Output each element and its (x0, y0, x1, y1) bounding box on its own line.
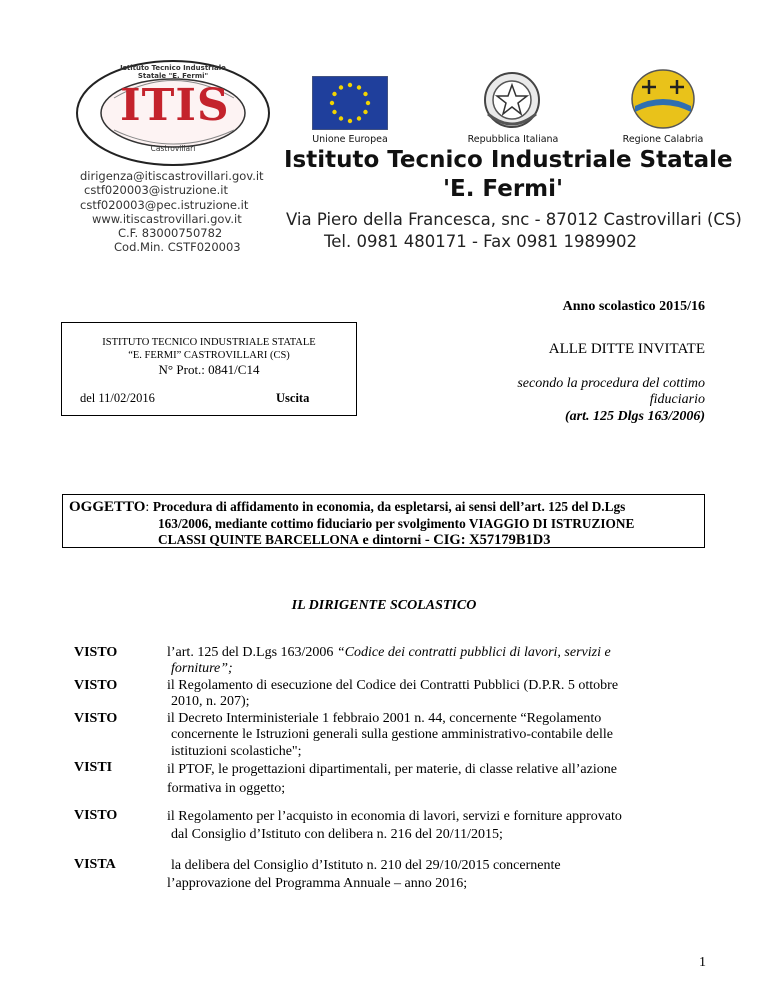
oggetto-line1: Procedura di affidamento in economia, da espletarsi, ai sensi dell’art. 125 del D.Lgs (152, 499, 626, 514)
visto-label-5: VISTO (74, 808, 118, 823)
oggetto-cig: : X57179B1D3 (460, 532, 551, 548)
contact-list (80, 169, 264, 255)
logo-ring-bottom: Castrovillari (150, 144, 196, 153)
oggetto-line2: 163/2006, mediante cottimo fiduciario per svolgimento VIAGGIO DI ISTRUZIONE (158, 516, 635, 531)
contact-cf: C.F. 83000750782 (118, 226, 223, 241)
oggetto-box: OGGETTO: Procedura di affidamento in economia, da espletarsi, ai sensi dell’art. 125 del D.Lgs 163/2006, mediante cottimo fiduciario per svolgimento VIAGGIO DI ISTRUZIONE CLASSI QUINTE BARCELLONA e dintorni - CIG: X57179B1D3 (62, 494, 705, 548)
contact-website: www.itiscastrovillari.gov.it (92, 211, 242, 226)
logo-main-text: ITIS (120, 80, 230, 131)
visto-1-line2: forniture”; (171, 661, 233, 677)
protocol-number: N° Prot.: 0841/C14 (158, 362, 260, 377)
visto-4-line2: formativa in oggetto; (167, 781, 286, 796)
recipients-procedure-2: fiduciario (649, 392, 705, 407)
visto-label-1: VISTO (74, 645, 118, 660)
contact-email-istruzione: cstf020003@istruzione.it (84, 183, 228, 198)
logo-ring-text: Istituto Tecnico Industriale Statale "E. Fermi" (120, 64, 226, 80)
oggetto-line3-dintorni: e dintorni (358, 533, 422, 548)
calabria-emblem (630, 68, 696, 135)
visto-text-2 (167, 678, 705, 711)
visto-6-line2: l’approvazione del Programma Annuale – anno 2016; (167, 876, 468, 891)
italy-label: Repubblica Italiana (467, 134, 559, 145)
visto-2-line2: 2010, n. 207); (171, 694, 250, 710)
visto-label-6: VISTA (74, 857, 116, 872)
italy-emblem (482, 70, 542, 137)
visto-text-6 (167, 857, 705, 893)
calabria-crest-icon (630, 68, 696, 130)
institute-name: Istituto Tecnico Industriale Statale (284, 147, 733, 173)
eu-emblem (312, 76, 388, 135)
visto-text-5 (167, 808, 705, 844)
contact-pec: cstf020003@pec.istruzione.it (80, 197, 249, 212)
protocol-institute: ISTITUTO TECNICO INDUSTRIALE STATALE (102, 337, 316, 348)
visto-3-line3: istituzioni scolastiche"; (171, 743, 302, 759)
protocol-stamp (61, 322, 357, 416)
visto-1-line1: l’art. 125 del D.Lgs 163/2006 “Codice dei contratti pubblici di lavori, servizi e (167, 645, 611, 660)
itis-logo (74, 58, 272, 168)
recipients-title: ALLE DITTE INVITATE (548, 341, 705, 357)
visto-label-4: VISTI (74, 760, 113, 775)
visto-3-line1: il Decreto Interministeriale 1 febbraio 2001 n. 44, concernente “Regolamento (167, 711, 602, 726)
eu-label: Unione Europea (312, 134, 388, 145)
protocol-direction: Uscita (276, 391, 310, 405)
recipients-law: (art. 125 Dlgs 163/2006) (565, 409, 705, 424)
visto-3-line2: concernente le Istruzioni generali sulla gestione amministrativo-contabile delle (171, 727, 614, 743)
heading-dirigente: IL DIRIGENTE SCOLASTICO (291, 598, 477, 613)
oggetto-line3: CLASSI QUINTE BARCELLONA (158, 532, 359, 547)
calabria-label: Regione Calabria (622, 134, 704, 145)
italian-emblem-icon (482, 70, 542, 132)
oggetto-label: OGGETTO (69, 499, 146, 515)
visto-5-line1: il Regolamento per l’acquisto in economia di lavori, servizi e forniture approvato (167, 809, 622, 824)
visto-text-3 (167, 711, 705, 760)
institute-address: Via Piero della Francesca, snc - 87012 Castrovillari (CS) (286, 210, 742, 229)
contact-email-dirigenza: dirigenza@itiscastrovillari.gov.it (80, 169, 264, 183)
institute-phone: Tel. 0981 480171 - Fax 0981 1989902 (324, 232, 637, 251)
visto-text-1 (167, 645, 705, 678)
visto-label-2: VISTO (74, 678, 118, 693)
visto-2-line1: il Regolamento di esecuzione del Codice dei Contratti Pubblici (D.P.R. 5 ottobre (167, 678, 619, 693)
institute-name-fermi: 'E. Fermi' (442, 176, 564, 202)
protocol-date: del 11/02/2016 (80, 391, 155, 405)
visto-text-4 (167, 760, 705, 798)
eu-flag-icon (312, 76, 388, 130)
visto-5-line2: dal Consiglio d’Istituto con delibera n. 216 del 20/11/2015; (171, 827, 503, 842)
school-year: Anno scolastico 2015/16 (562, 299, 705, 314)
visto-label-3: VISTO (74, 711, 118, 726)
page-number: 1 (699, 955, 706, 970)
visto-6-line1: la delibera del Consiglio d’Istituto n. 210 del 29/10/2015 concernente (171, 858, 561, 873)
contact-codmin: Cod.Min. CSTF020003 (114, 240, 241, 255)
visto-4-line1: il PTOF, le progettazioni dipartimentali, per materie, di classe relative all’azione (167, 762, 617, 777)
recipients-procedure: secondo la procedura del cottimo (517, 376, 705, 391)
oggetto-cig-label: - CIG (421, 532, 461, 548)
protocol-institute-city: “E. FERMI” CASTROVILLARI (CS) (128, 350, 290, 361)
